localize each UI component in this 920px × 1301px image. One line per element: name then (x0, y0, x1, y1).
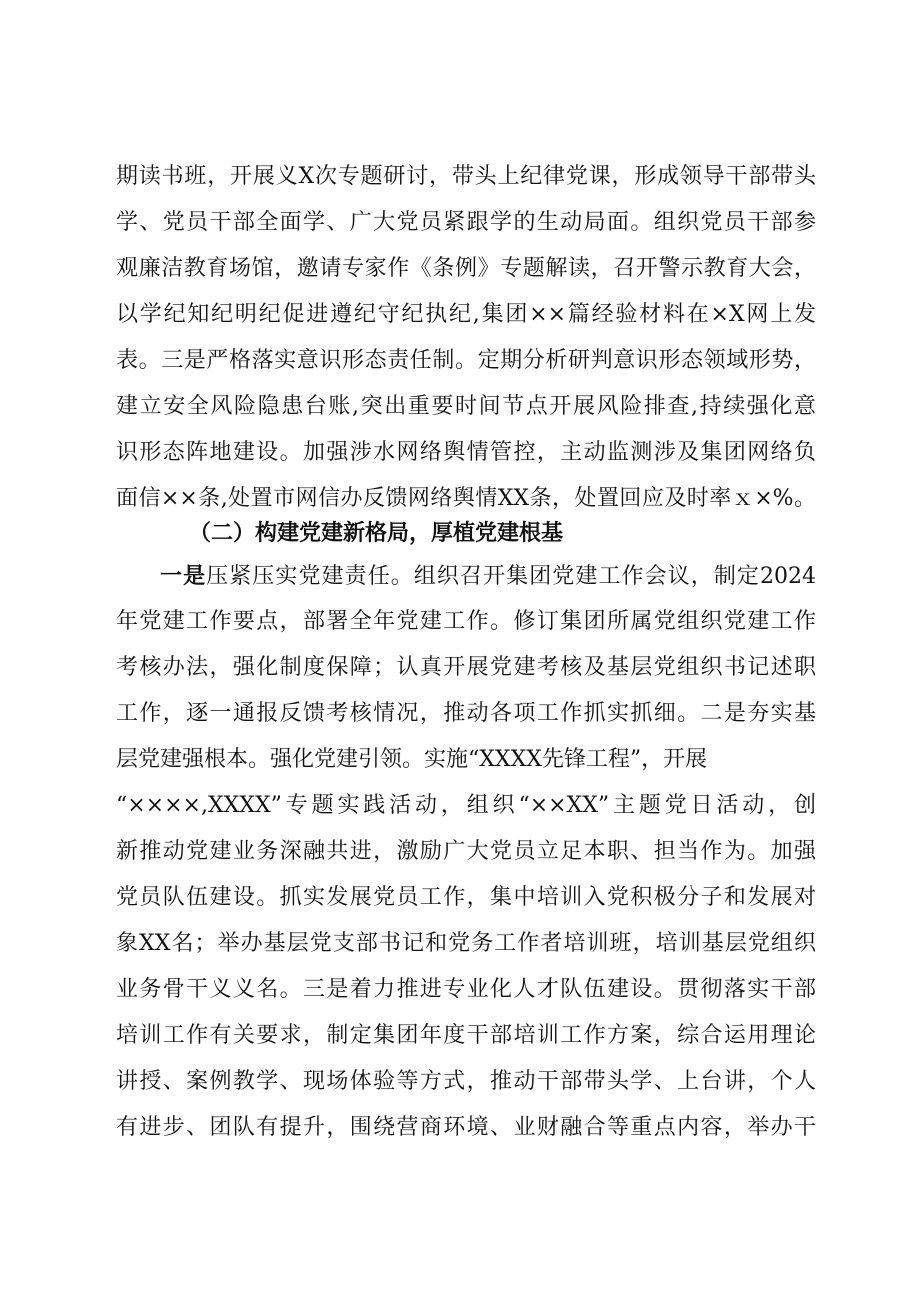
paragraph-line: 考核办法，强化制度保障；认真开展党建考核及基层党组织书记述职 (116, 655, 816, 680)
paragraph-first-line (160, 556, 816, 596)
paragraph-line: 讲授、案例教学、现场体验等方式，推动干部带头学、上台讲，个人 (116, 1069, 816, 1094)
paragraph-first-line-text: 压紧压实党建责任。组织召开集团党建工作会议，制定2024 (206, 564, 816, 589)
paragraph-line: 新推动党建业务深融共进，激励广大党员立足本职、担当作为。加强 (116, 839, 816, 864)
paragraph-lead: 一是 (160, 563, 207, 589)
paragraph-line: 工作，逐一通报反馈考核情况，推动各项工作抓实抓细。二是夯实基 (116, 701, 816, 726)
paragraph-line: 以学纪知纪明纪促进遵纪守纪执纪,集团××篇经验材料在×X网上发 (116, 302, 816, 327)
paragraph-line: 层党建强根本。强化党建引领。实施“XXXX先锋工程”，开展 (116, 747, 708, 772)
paragraph-line: 学、党员干部全面学、广大党员紧跟学的生动局面。组织党员干部参 (116, 210, 816, 235)
paragraph-line: 表。三是严格落实意识形态责任制。定期分析研判意识形态领域形势， (116, 348, 816, 373)
paragraph-line: 党员队伍建设。抓实发展党员工作，集中培训入党积极分子和发展对 (116, 885, 816, 910)
paragraph-line: “××××,XXXX”专题实践活动，组织“××XX”主题党日活动，创 (116, 793, 816, 818)
paragraph-line: 有进步、团队有提升，围绕营商环境、业财融合等重点内容，举办干 (116, 1115, 816, 1140)
paragraph-line: 观廉洁教育场馆，邀请专家作《条例》专题解读，召开警示教育大会， (116, 256, 816, 281)
paragraph-line: 建立安全风险隐患台账,突出重要时间节点开展风险排查,持续强化意 (116, 394, 816, 419)
paragraph-line: 期读书班，开展义X次专题研讨，带头上纪律党课，形成领导干部带头 (116, 164, 816, 189)
paragraph-line: 面信××条,处置市网信办反馈网络舆情XX条，处置回应及时率ｘ×%。 (116, 486, 816, 511)
paragraph-line: 年党建工作要点，部署全年党建工作。修订集团所属党组织党建工作 (116, 609, 816, 634)
paragraph-line: 培训工作有关要求，制定集团年度干部培训工作方案，综合运用理论 (116, 1023, 816, 1048)
paragraph-line: 识形态阵地建设。加强涉水网络舆情管控，主动监测涉及集团网络负 (116, 440, 816, 465)
paragraph-line: 象XX名；举办基层党支部书记和党务工作者培训班，培训基层党组织 (116, 931, 816, 956)
section-heading: （二）构建党建新格局，厚植党建根基 (189, 520, 564, 546)
paragraph-line: 业务骨干义义名。三是着力推进专业化人才队伍建设。贯彻落实干部 (116, 977, 816, 1002)
